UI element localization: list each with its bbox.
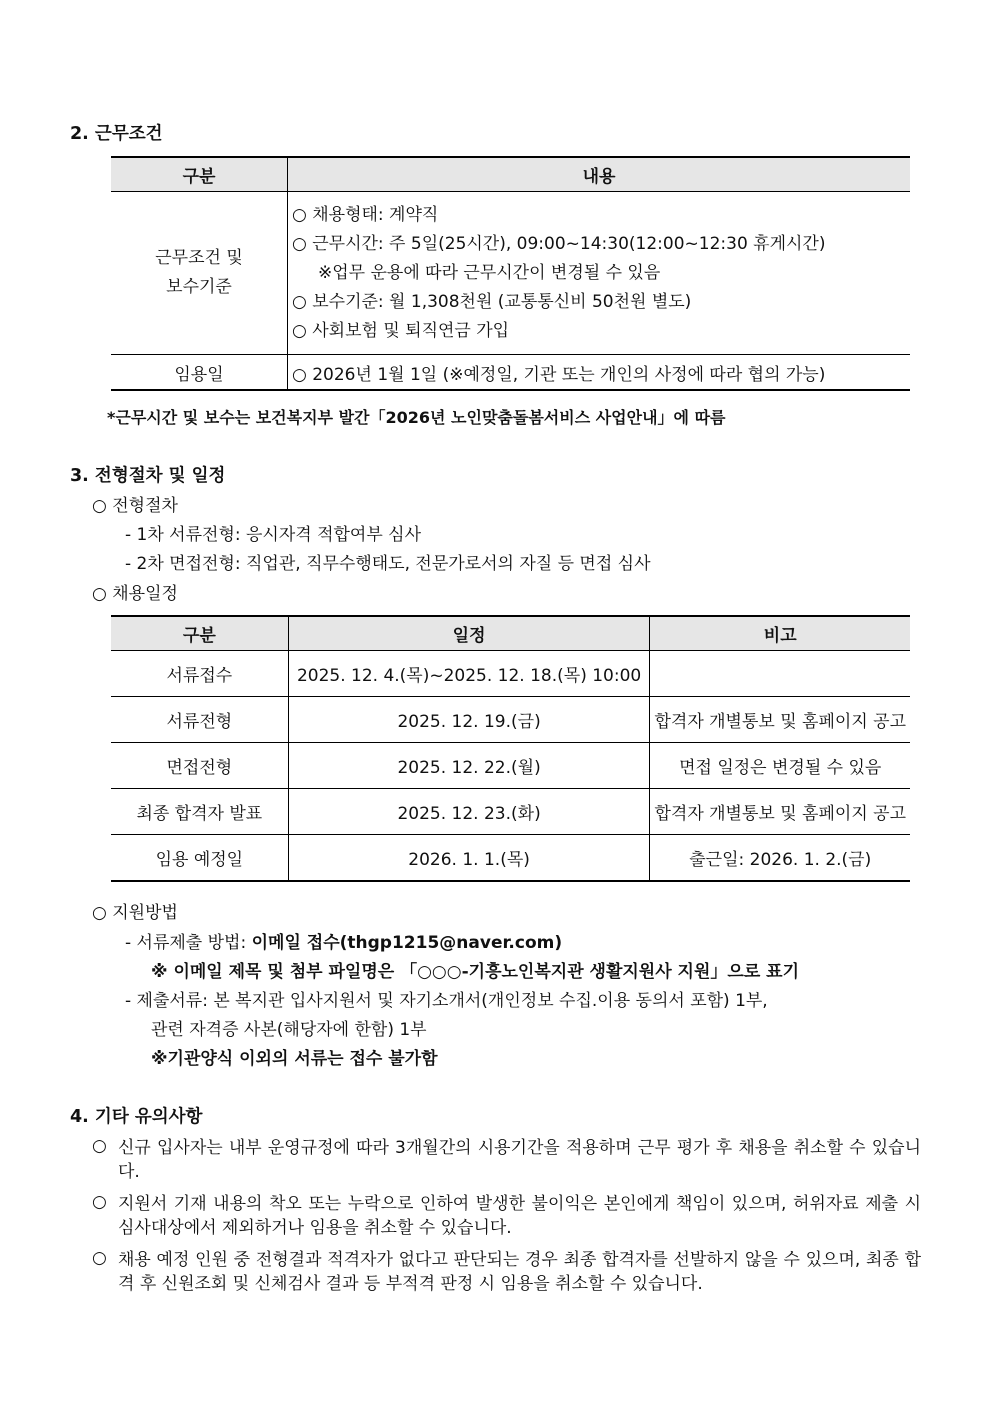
schedule-note: 합격자 개별통보 및 홈페이지 공고: [650, 697, 910, 743]
notice-item: 신규 입사자는 내부 운영규정에 따라 3개월간의 시용기간을 적용하며 근무 평가 후 채용을 취소할 수 있습니다.: [118, 1138, 921, 1182]
pay-standard: ○ 보수기준: 월 1,308천원 (교통통신비 50천원 별도): [292, 291, 692, 312]
table-row: [111, 697, 910, 743]
submit-email: 이메일 접수(thgp1215@naver.com): [251, 933, 563, 953]
notice-item: 채용 예정 인원 중 전형결과 적격자가 없다고 판단되는 경우 최종 합격자를 선발하지 않을 수 있으며, 최종 합격 후 신원조회 및 신체검사 결과 등 부적격 판정 시 임용을 취소할 수 있습니다.: [118, 1250, 921, 1294]
form-note: ※기관양식 이외의 서류는 접수 불가함: [151, 1049, 438, 1069]
appointment-date: ○ 2026년 1월 1일 (※예정일, 기관 또는 개인의 사정에 따라 협의 가능): [288, 355, 911, 391]
schedule-date: 2025. 12. 19.(금): [288, 697, 650, 743]
apply-label: ○ 지원방법: [92, 903, 178, 923]
submit-method: - 서류제출 방법: 이메일 접수(thgp1215@naver.com): [125, 933, 563, 953]
work-hours: ○ 근무시간: 주 5일(25시간), 09:00~14:30(12:00~12:30 휴게시간): [292, 233, 826, 254]
insurance: ○ 사회보험 및 퇴직연금 가입: [292, 320, 510, 341]
process-step-2: - 2차 면접전형: 직업관, 직무수행태도, 전문가로서의 자질 등 면접 심사: [125, 554, 651, 574]
table-header: 비고: [650, 616, 910, 651]
bullet-icon: ○: [92, 1192, 107, 1212]
bullet-icon: ○: [92, 1248, 107, 1268]
schedule-note: 합격자 개별통보 및 홈페이지 공고: [650, 789, 910, 835]
email-title-note: ※ 이메일 제목 및 첨부 파일명은 「○○○-기흥노인복지관 생활지원사 지원」으로 표기: [151, 962, 800, 982]
section4-title: 4. 기타 유의사항: [70, 1107, 203, 1127]
employment-type: ○ 채용형태: 계약직: [292, 204, 439, 225]
schedule-category: 서류전형: [111, 697, 288, 743]
table-row: [111, 835, 910, 882]
work-conditions-footnote: *근무시간 및 보수는 보건복지부 발간「2026년 노인맞춤돌봄서비스 사업안내」에 따름: [107, 408, 726, 427]
section3-title: 3. 전형절차 및 일정: [70, 466, 226, 486]
process-step-1: - 1차 서류전형: 응시자격 적합여부 심사: [125, 525, 422, 545]
schedule-category: 면접전형: [111, 743, 288, 789]
table-header: 일정: [288, 616, 650, 651]
work-conditions-table: [111, 156, 910, 391]
schedule-category: 서류접수: [111, 651, 288, 697]
conditions-content: [288, 192, 911, 355]
row-label-appointment: 임용일: [111, 355, 288, 391]
schedule-category: 최종 합격자 발표: [111, 789, 288, 835]
process-label: ○ 전형절차: [92, 496, 178, 516]
table-row: [111, 743, 910, 789]
table-row: [111, 651, 910, 697]
documents-line-1: - 제출서류: 본 복지관 입사지원서 및 자기소개서(개인정보 수집.이용 동의서 포함) 1부,: [125, 991, 768, 1011]
schedule-date: 2025. 12. 23.(화): [288, 789, 650, 835]
schedule-category: 임용 예정일: [111, 835, 288, 882]
table-header: 구분: [111, 157, 288, 192]
schedule-note: [650, 651, 910, 697]
schedule-date: 2025. 12. 22.(월): [288, 743, 650, 789]
schedule-note: 출근일: 2026. 1. 2.(금): [650, 835, 910, 882]
table-header: 구분: [111, 616, 288, 651]
documents-line-2: 관련 자격증 사본(해당자에 한함) 1부: [151, 1020, 427, 1040]
schedule-date: 2026. 1. 1.(목): [288, 835, 650, 882]
schedule-note: 면접 일정은 변경될 수 있음: [650, 743, 910, 789]
notice-item: 지원서 기재 내용의 착오 또는 누락으로 인하여 발생한 불이익은 본인에게 책임이 있으며, 허위자료 제출 시 심사대상에서 제외하거나 임용을 취소할 수 있습니다.: [118, 1194, 921, 1238]
schedule-table: [111, 615, 910, 882]
work-hours-note: ※업무 운용에 따라 근무시간이 변경될 수 있음: [318, 262, 661, 283]
schedule-date: 2025. 12. 4.(목)~2025. 12. 18.(목) 10:00: [288, 651, 650, 697]
table-row: [111, 789, 910, 835]
schedule-label: ○ 채용일정: [92, 584, 178, 604]
bullet-icon: ○: [92, 1136, 107, 1156]
table-header: 내용: [288, 157, 911, 192]
section2-title: 2. 근무조건: [70, 124, 163, 144]
row-label-conditions: 근무조건 및 보수기준: [111, 192, 288, 355]
